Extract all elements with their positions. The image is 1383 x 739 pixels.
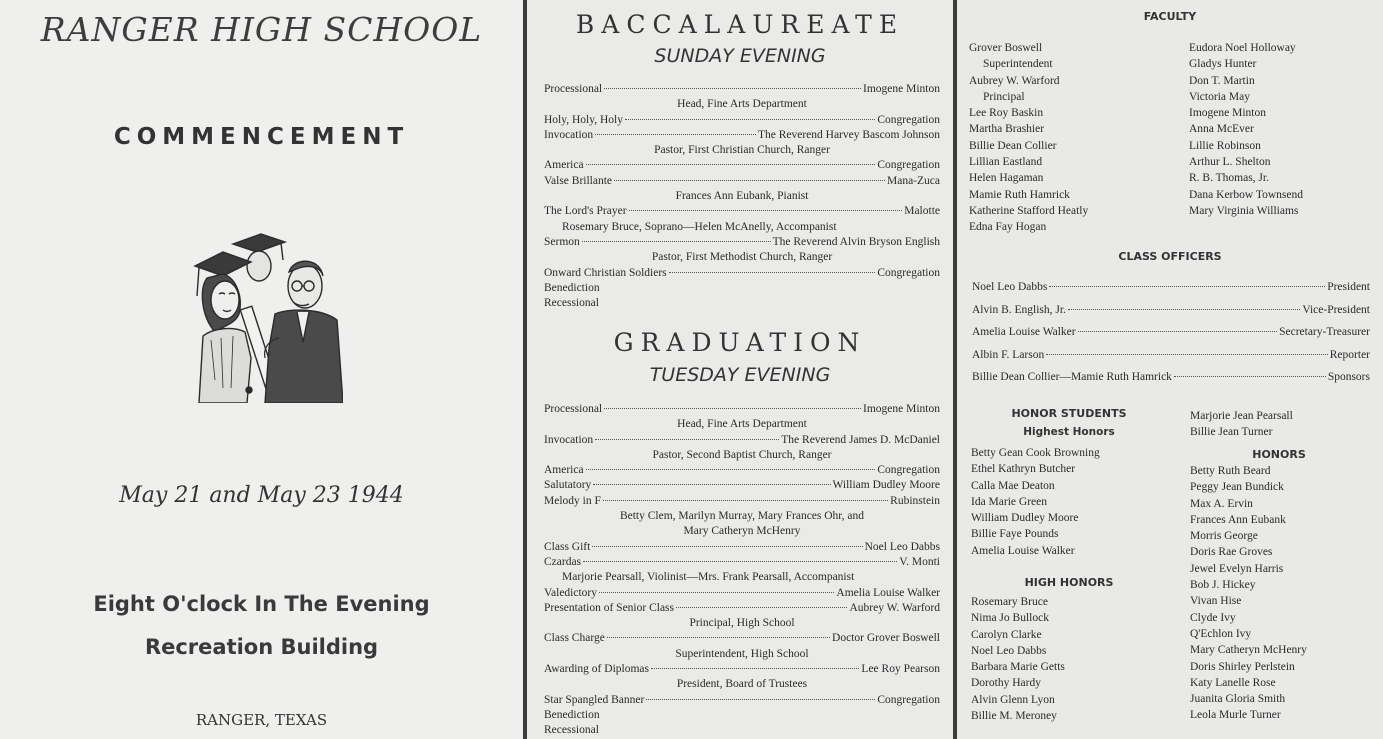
baccalaureate-program bbox=[544, 82, 940, 311]
honor-student: Doris Shirley Perlstein bbox=[1190, 660, 1295, 673]
program-item: Sermon bbox=[544, 235, 580, 248]
program-item: Holy, Holy, Holy bbox=[544, 113, 624, 126]
program-note: Head, Fine Arts Department bbox=[677, 418, 807, 431]
honor-student: Nima Jo Bullock bbox=[971, 612, 1049, 625]
program-item: Class Charge bbox=[544, 632, 605, 645]
faculty-list-left bbox=[969, 40, 1088, 236]
program-item: Onward Christian Soldiers bbox=[544, 266, 667, 279]
faculty-name: Lillian Eastland bbox=[969, 156, 1043, 169]
honor-student: Dorothy Hardy bbox=[971, 677, 1041, 690]
program-row bbox=[544, 433, 940, 448]
program-performer: Lee Roy Pearson bbox=[861, 663, 940, 676]
program-performer: Amelia Louise Walker bbox=[836, 586, 940, 599]
dot-leader bbox=[629, 210, 903, 211]
program-item: Presentation of Senior Class bbox=[544, 601, 674, 614]
program-performer: Congregation bbox=[877, 113, 940, 126]
program-item: Processional bbox=[544, 83, 603, 95]
faculty-title: Superintendent bbox=[983, 58, 1053, 71]
dot-leader bbox=[595, 439, 779, 440]
officer-name: Alvin B. English, Jr. bbox=[972, 303, 1066, 316]
officer-role: Sponsors bbox=[1327, 371, 1370, 384]
graduation-program bbox=[544, 402, 940, 739]
dot-leader bbox=[669, 272, 876, 273]
program-row bbox=[544, 113, 940, 128]
graduates-illustration bbox=[193, 228, 343, 403]
honor-student: Max A. Ervin bbox=[1190, 497, 1253, 510]
program-row bbox=[544, 463, 940, 478]
honor-student: William Dudley Moore bbox=[971, 512, 1079, 525]
program-row bbox=[544, 662, 940, 677]
program-item: Class Gift bbox=[544, 540, 591, 553]
faculty-name: Lee Roy Baskin bbox=[969, 107, 1044, 120]
honor-student: Katy Lanelle Rose bbox=[1190, 676, 1276, 689]
program-note: President, Board of Trustees bbox=[676, 678, 808, 691]
officer-name: Albin F. Larson bbox=[972, 348, 1045, 361]
honor-student: Barbara Marie Getts bbox=[971, 661, 1065, 674]
school-name: RANGER HIGH SCHOOL bbox=[40, 10, 483, 49]
high-honors-list bbox=[971, 594, 1065, 724]
honors-heading: HONORS bbox=[1252, 448, 1306, 461]
faculty-name: Helen Hagaman bbox=[969, 172, 1044, 185]
commencement-title: COMMENCEMENT bbox=[113, 124, 410, 150]
high-honors-heading: HIGH HONORS bbox=[1024, 576, 1114, 589]
faculty-name: Gladys Hunter bbox=[1189, 58, 1257, 71]
dot-leader bbox=[593, 484, 830, 485]
program-row bbox=[544, 494, 940, 509]
dot-leader bbox=[614, 180, 885, 181]
program-item: Benediction bbox=[544, 708, 600, 721]
honor-student: Ida Marie Green bbox=[971, 495, 1047, 508]
program-row bbox=[544, 235, 940, 250]
baccalaureate-subtitle: SUNDAY EVENING bbox=[654, 45, 826, 67]
program-row bbox=[544, 266, 940, 281]
event-time: Eight O'clock In The Evening bbox=[93, 592, 430, 616]
program-item: Invocation bbox=[544, 128, 594, 141]
faculty-heading: FACULTY bbox=[1143, 10, 1197, 23]
program-performer: Imogene Minton bbox=[863, 403, 940, 415]
dot-leader bbox=[625, 119, 875, 120]
honor-student: Betty Gean Cook Browning bbox=[971, 447, 1100, 459]
program-performer: William Dudley Moore bbox=[832, 479, 940, 492]
program-row bbox=[544, 128, 940, 143]
program-row bbox=[544, 555, 940, 570]
dot-leader bbox=[599, 592, 834, 593]
faculty-name: Billie Dean Collier bbox=[969, 139, 1057, 152]
honor-student: Noel Leo Dabbs bbox=[971, 644, 1047, 657]
program-item: The Lord's Prayer bbox=[544, 205, 627, 218]
program-performer: Congregation bbox=[877, 693, 940, 706]
dot-leader bbox=[603, 500, 888, 501]
dot-leader bbox=[1049, 286, 1325, 287]
dot-leader bbox=[1068, 309, 1300, 310]
program-item: Recessional bbox=[544, 724, 599, 737]
faculty-name: R. B. Thomas, Jr. bbox=[1189, 172, 1269, 185]
faculty-name: Edna Fay Hogan bbox=[969, 221, 1047, 234]
program-item: Czardas bbox=[544, 555, 582, 568]
program-performer: The Reverend Alvin Bryson English bbox=[772, 235, 940, 248]
dot-leader bbox=[651, 668, 859, 669]
faculty-name: Aubrey W. Warford bbox=[969, 74, 1060, 87]
honor-student: Leola Murle Turner bbox=[1190, 709, 1281, 722]
program-item: Salutatory bbox=[544, 479, 592, 492]
faculty-name: Anna McEver bbox=[1189, 123, 1254, 136]
honor-student: Billie Faye Pounds bbox=[971, 528, 1059, 541]
officer-role: Reporter bbox=[1329, 348, 1370, 361]
dot-leader bbox=[582, 241, 771, 242]
program-performer: Malotte bbox=[904, 205, 940, 218]
honor-student: Clyde Ivy bbox=[1190, 611, 1236, 624]
program-note: Betty Clem, Marilyn Murray, Mary Frances Ohr, and bbox=[619, 510, 865, 523]
program-item: Processional bbox=[544, 403, 603, 415]
honor-student: Billie M. Meroney bbox=[971, 710, 1057, 723]
graduation-subtitle: TUESDAY EVENING bbox=[649, 364, 831, 386]
program-item: Melody in F bbox=[544, 494, 601, 507]
event-building: Recreation Building bbox=[144, 635, 379, 659]
cover-panel bbox=[0, 0, 523, 739]
program-note: Superintendent, High School bbox=[675, 647, 809, 660]
dot-leader bbox=[583, 561, 897, 562]
honor-student: Billie Jean Turner bbox=[1190, 426, 1273, 439]
program-performer: The Reverend James D. McDaniel bbox=[781, 433, 940, 446]
honor-student: Marjorie Jean Pearsall bbox=[1190, 410, 1293, 422]
program-row bbox=[544, 402, 940, 417]
officer-row bbox=[972, 321, 1370, 344]
faculty-name: Dana Kerbow Townsend bbox=[1189, 188, 1303, 201]
program-performer: Rubinstein bbox=[890, 494, 940, 507]
highest-honors-heading: Highest Honors bbox=[1023, 426, 1115, 438]
dot-leader bbox=[604, 408, 861, 409]
program-note: Mary Catheryn McHenry bbox=[683, 525, 801, 538]
event-dates: May 21 and May 23 1944 bbox=[119, 483, 404, 508]
dot-leader bbox=[646, 699, 875, 700]
honor-student: Carolyn Clarke bbox=[971, 628, 1042, 641]
program-row bbox=[544, 158, 940, 173]
honor-student: Betty Ruth Beard bbox=[1190, 465, 1271, 477]
program-note: Pastor, Second Baptist Church, Ranger bbox=[652, 448, 832, 461]
officer-name: Amelia Louise Walker bbox=[972, 326, 1076, 339]
honor-student: Amelia Louise Walker bbox=[971, 544, 1075, 557]
officer-row bbox=[972, 366, 1370, 389]
dot-leader bbox=[592, 546, 862, 547]
program-item: Invocation bbox=[544, 433, 594, 446]
program-item: America bbox=[544, 464, 584, 477]
honor-student: Mary Catheryn McHenry bbox=[1190, 644, 1307, 657]
officer-name: Billie Dean Collier—Mamie Ruth Hamrick bbox=[972, 371, 1172, 384]
honor-student: Rosemary Bruce bbox=[971, 596, 1048, 608]
program-panel bbox=[527, 0, 953, 739]
officer-row bbox=[972, 299, 1370, 322]
dot-leader bbox=[607, 637, 830, 638]
program-row bbox=[544, 601, 940, 616]
faculty-name: Eudora Noel Holloway bbox=[1189, 42, 1296, 54]
faculty-name: Victoria May bbox=[1189, 90, 1250, 103]
faculty-name: Katherine Stafford Heatly bbox=[969, 204, 1089, 217]
honor-student: Jewel Evelyn Harris bbox=[1190, 562, 1284, 575]
faculty-name: Mamie Ruth Hamrick bbox=[969, 188, 1070, 201]
program-row bbox=[544, 82, 940, 97]
faculty-name: Grover Boswell bbox=[969, 42, 1043, 54]
program-performer: Doctor Grover Boswell bbox=[832, 632, 940, 645]
faculty-name: Arthur L. Shelton bbox=[1189, 156, 1271, 169]
program-note: Marjorie Pearsall, Violinist—Mrs. Frank Pearsall, Accompanist bbox=[562, 571, 855, 584]
program-item: Valedictory bbox=[544, 586, 598, 599]
program-performer: Mana-Zuca bbox=[887, 174, 940, 187]
dot-leader bbox=[586, 469, 876, 470]
program-performer: Aubrey W. Warford bbox=[849, 601, 940, 614]
dot-leader bbox=[595, 134, 756, 135]
honor-student: Juanita Gloria Smith bbox=[1190, 693, 1286, 706]
program-note: Principal, High School bbox=[689, 617, 795, 630]
officer-role: Secretary-Treasurer bbox=[1279, 326, 1370, 339]
honor-student: Alvin Glenn Lyon bbox=[971, 693, 1055, 706]
roster-panel bbox=[957, 0, 1383, 739]
program-performer: V. Monti bbox=[899, 555, 940, 568]
faculty-title: Principal bbox=[983, 90, 1025, 103]
faculty-name: Lillie Robinson bbox=[1189, 139, 1261, 152]
program-item: Star Spangled Banner bbox=[544, 693, 645, 706]
program-item: Recessional bbox=[544, 297, 599, 310]
dot-leader bbox=[676, 607, 847, 608]
officer-name: Noel Leo Dabbs bbox=[972, 281, 1048, 293]
program-row bbox=[544, 478, 940, 493]
program-performer: Congregation bbox=[877, 464, 940, 477]
officer-role: Vice-President bbox=[1302, 303, 1370, 316]
event-city: RANGER, TEXAS bbox=[195, 711, 328, 729]
program-note: Pastor, First Christian Church, Ranger bbox=[654, 144, 830, 157]
officer-row bbox=[972, 344, 1370, 367]
program-item: Benediction bbox=[544, 281, 600, 294]
officer-row bbox=[972, 276, 1370, 299]
program-note: Pastor, First Methodist Church, Ranger bbox=[651, 251, 833, 264]
honor-student: Vivan Hise bbox=[1190, 595, 1242, 608]
faculty-name: Imogene Minton bbox=[1189, 107, 1266, 120]
dot-leader bbox=[1174, 376, 1326, 377]
program-performer: The Reverend Harvey Bascom Johnson bbox=[757, 128, 940, 141]
program-row bbox=[544, 631, 940, 646]
class-officers-list bbox=[972, 276, 1370, 389]
honor-student: Ethel Kathryn Butcher bbox=[971, 463, 1076, 476]
honor-students-heading: HONOR STUDENTS bbox=[1011, 407, 1127, 420]
officer-role: President bbox=[1327, 281, 1370, 293]
program-note: Rosemary Bruce, Soprano—Helen McAnelly, Accompanist bbox=[562, 220, 837, 233]
program-row bbox=[544, 693, 940, 708]
dot-leader bbox=[1046, 354, 1328, 355]
program-performer: Congregation bbox=[877, 266, 940, 279]
highest-honors-list bbox=[971, 445, 1100, 559]
program-row bbox=[544, 540, 940, 555]
program-row bbox=[544, 586, 940, 601]
faculty-name: Martha Brashier bbox=[969, 123, 1045, 136]
highest-honors-list-continued bbox=[1190, 408, 1293, 441]
class-officers-heading: CLASS OFFICERS bbox=[1118, 250, 1222, 263]
baccalaureate-title: BACCALAUREATE bbox=[575, 10, 905, 39]
program-item: America bbox=[544, 159, 584, 172]
program-performer: Congregation bbox=[877, 159, 940, 172]
graduation-title: GRADUATION bbox=[613, 328, 867, 357]
program-note: Frances Ann Eubank, Pianist bbox=[675, 190, 809, 203]
program-performer: Noel Leo Dabbs bbox=[864, 540, 940, 553]
program-item: Valse Brillante bbox=[544, 174, 613, 187]
program-row bbox=[544, 204, 940, 219]
honor-student: Peggy Jean Bundick bbox=[1190, 481, 1284, 494]
dot-leader bbox=[1078, 331, 1277, 332]
dot-leader bbox=[586, 164, 876, 165]
program-performer: Imogene Minton bbox=[863, 83, 940, 95]
program-row bbox=[544, 174, 940, 189]
honor-student: Morris George bbox=[1190, 530, 1258, 543]
honor-student: Bob J. Hickey bbox=[1190, 579, 1256, 592]
program-note: Head, Fine Arts Department bbox=[677, 98, 807, 111]
honors-list bbox=[1190, 463, 1307, 724]
faculty-name: Mary Virginia Williams bbox=[1189, 204, 1299, 217]
faculty-name: Don T. Martin bbox=[1189, 74, 1255, 87]
program-item: Awarding of Diplomas bbox=[544, 663, 649, 676]
honor-student: Frances Ann Eubank bbox=[1190, 513, 1286, 526]
honor-student: Doris Rae Groves bbox=[1190, 546, 1273, 559]
faculty-list-right bbox=[1189, 40, 1303, 219]
honor-student: Calla Mae Deaton bbox=[971, 479, 1055, 492]
dot-leader bbox=[604, 88, 861, 89]
honor-student: Q'Echlon Ivy bbox=[1190, 627, 1252, 640]
